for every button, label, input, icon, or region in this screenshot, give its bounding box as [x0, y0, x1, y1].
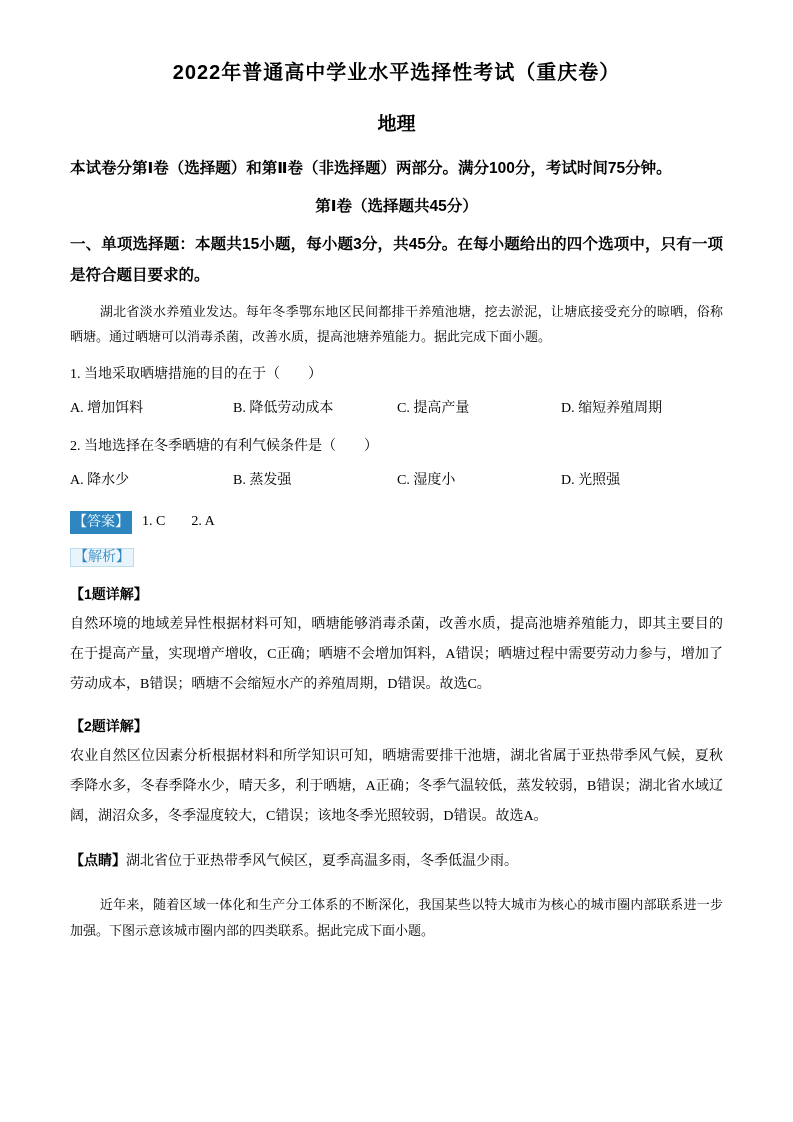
question-1-options [70, 397, 723, 421]
subject-heading: 地理 [377, 114, 416, 135]
question-2-option-c: C. 湿度小 [397, 472, 456, 488]
question-2-option-d: D. 光照强 [561, 472, 621, 488]
detail-2-text: 农业自然区位因素分析根据材料和所学知识可知，晒塘需要排干池塘，湖北省属于亚热带季风气候，夏秋季降水多，冬春季降水少，晴天多，利于晒塘，A正确；冬季气温较低，蒸发较弱，B错误；湖北省水域辽阔，湖沼众多，冬季湿度较大，C错误；该地冬季光照较弱，D错误。故选A。 [70, 749, 723, 825]
question-1-option-a: A. 增加饵料 [70, 401, 144, 417]
detail-1-label: 【1题详解】 [70, 585, 148, 602]
section1-heading: 第Ⅰ卷（选择题共45分） [315, 198, 478, 216]
detail-1-text: 自然环境的地域差异性根据材料可知，晒塘能够消毒杀菌，改善水质，提高池塘养殖能力，即其主要目的在于提高产量，实现增产增收，C正确；晒塘不会增加饵料，A错误；晒塘过程中需要劳动力参与，增加了劳动成本，B错误；晒塘不会缩短水产的养殖周期，D错误。故选C。 [70, 616, 723, 693]
question-2-option-a: A. 降水少 [70, 472, 130, 488]
question-2-stem: 2. 当地选择在冬季晒塘的有利气候条件是（ ） [70, 439, 378, 455]
question-1-option-b: B. 降低劳动成本 [233, 401, 334, 417]
passage-1: 湖北省淡水养殖业发达。每年冬季鄂东地区民间都排干养殖池塘，挖去淤泥，让塘底接受充分的晾晒，俗称晒塘。通过晒塘可以消毒杀菌，改善水质，提高池塘养殖能力。据此完成下面小题。 [70, 303, 723, 345]
answer-item-1: 1. C [142, 514, 166, 530]
tip-label: 【点睛】 [70, 852, 126, 869]
section1-instructions: 一、单项选择题：本题共15小题，每小题3分，共45分。在每小题给出的四个选项中，只有一项是符合题目要求的。 [70, 236, 723, 284]
question-2-options [70, 469, 723, 493]
answer-label: 【答案】 [70, 511, 132, 535]
passage-2: 近年来，随着区域一体化和生产分工体系的不断深化，我国某些以特大城市为核心的城市圈内部联系进一步加强。下图示意该城市圈内部的四类联系。据此完成下面小题。 [70, 897, 723, 938]
analysis-label: 【解析】 [70, 548, 134, 567]
answer-item-2: 2. A [191, 514, 215, 530]
exam-info-line: 本试卷分第Ⅰ卷（选择题）和第Ⅱ卷（非选择题）两部分。满分100分，考试时间75分钟。 [70, 160, 672, 177]
tip-line [70, 846, 723, 876]
detail-2-label: 【2题详解】 [70, 718, 148, 735]
question-1-option-d: D. 缩短养殖周期 [561, 401, 663, 417]
question-1-stem: 1. 当地采取晒塘措施的目的在于（ ） [70, 367, 322, 383]
tip-text: 湖北省位于亚热带季风气候区，夏季高温多雨，冬季低温少雨。 [126, 854, 518, 870]
document-title: 2022年普通高中学业水平选择性考试（重庆卷） [172, 62, 621, 84]
question-2-option-b: B. 蒸发强 [233, 472, 292, 488]
question-1-option-c: C. 提高产量 [397, 401, 470, 417]
analysis-row [70, 548, 723, 568]
answer-row [70, 511, 723, 535]
